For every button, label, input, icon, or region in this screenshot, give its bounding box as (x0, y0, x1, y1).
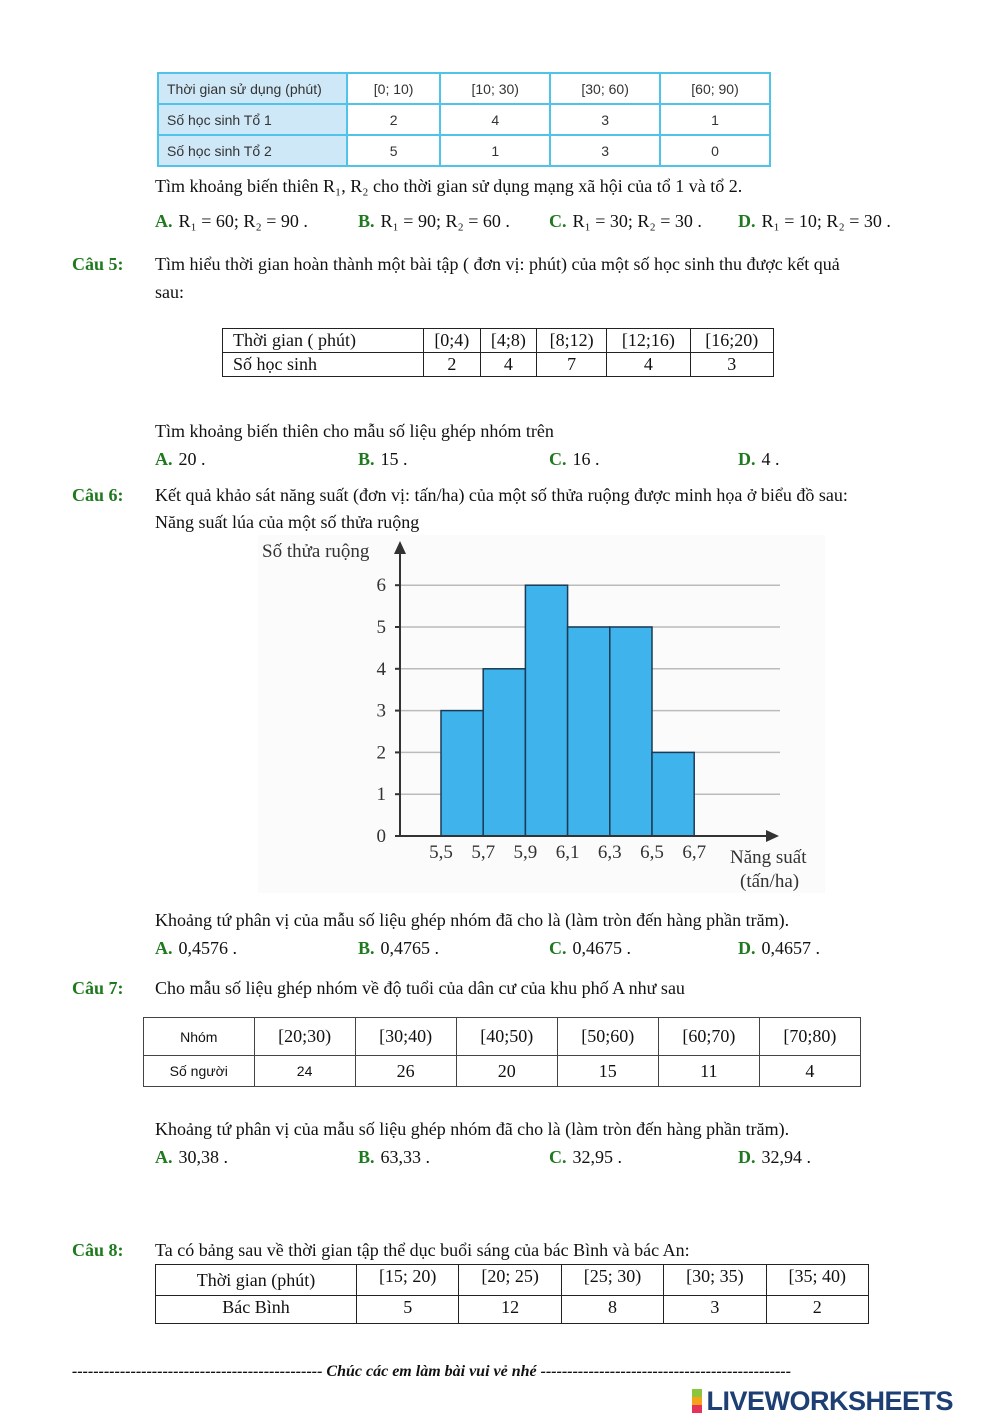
cell: [40;50) (456, 1018, 557, 1056)
x-tick-label: 6,1 (555, 842, 580, 863)
cell: Thời gian ( phút) (223, 329, 424, 353)
cell: [12;16) (607, 329, 690, 353)
cell: [30; 60) (550, 73, 660, 104)
option-text: R₁ = 10; R₂ = 30 . (761, 211, 891, 231)
option-label: C. (549, 449, 567, 469)
y-tick-label: 3 (376, 700, 386, 722)
cell: [35; 40) (766, 1265, 868, 1296)
cell: 7 (537, 353, 607, 377)
cell: [70;80) (759, 1018, 860, 1056)
y-tick-label: 5 (376, 617, 386, 638)
option-label: C. (549, 211, 567, 231)
cell: 2 (766, 1296, 868, 1324)
cell: 15 (557, 1056, 658, 1087)
cell: 8 (561, 1296, 663, 1324)
option-label: D. (738, 1147, 756, 1167)
q5-label: Câu 5: (72, 254, 124, 274)
option-text: R₁ = 60; R₂ = 90 . (178, 211, 308, 231)
cell: 0 (660, 135, 770, 166)
cell: [30; 35) (664, 1265, 766, 1296)
cell: [60; 90) (660, 73, 770, 104)
logo (692, 1385, 953, 1414)
option-label: B. (358, 211, 375, 231)
option-text: R₁ = 30; R₂ = 30 . (572, 211, 702, 231)
option-text: 30,38 . (178, 1147, 228, 1167)
x-axis-unit: (tấn/ha) (740, 871, 800, 892)
cell: 4 (480, 353, 537, 377)
cell: [50;60) (557, 1018, 658, 1056)
cell: Số học sinh Tổ 2 (158, 135, 347, 166)
cell: Nhóm (144, 1018, 255, 1056)
q7-option-c[interactable] (549, 1147, 622, 1168)
cell: Bác Bình (156, 1296, 357, 1324)
cell: 20 (456, 1056, 557, 1087)
q6-question: Khoảng tứ phân vị của mẫu số liệu ghép nhóm đã cho là (làm tròn đến hàng phần trăm). (155, 910, 790, 930)
cell: Số người (144, 1056, 255, 1087)
option-text: 0,4765 . (380, 938, 440, 958)
cell: [4;8) (480, 329, 537, 353)
option-text: 20 . (178, 449, 206, 469)
cell: 4 (759, 1056, 860, 1087)
cell: 3 (550, 135, 660, 166)
option-text: 15 . (380, 449, 408, 469)
option-label: A. (155, 211, 173, 231)
logo-icon (692, 1389, 702, 1413)
q6-label: Câu 6: (72, 485, 124, 505)
option-text: 0,4657 . (761, 938, 820, 958)
x-tick-label: 6,5 (640, 842, 664, 863)
cell: [20;30) (254, 1018, 355, 1056)
q6-option-b[interactable] (358, 938, 439, 959)
q6-option-c[interactable] (549, 938, 631, 959)
cell: 24 (254, 1056, 355, 1087)
x-tick-label: 6,7 (682, 842, 707, 863)
footer-text: ----------------------------------------------- Chúc các em làm bài vui vẻ nhé ----------------------------------------------- (72, 1363, 792, 1380)
option-label: A. (155, 1147, 173, 1167)
option-text: R₁ = 90; R₂ = 60 . (380, 211, 510, 231)
y-axis-label: Số thửa ruộng (262, 541, 370, 562)
option-text: 0,4675 . (572, 938, 631, 958)
q5-text-2: sau: (155, 282, 184, 302)
option-text: 32,95 . (572, 1147, 622, 1167)
cell: [10; 30) (440, 73, 550, 104)
cell: [60;70) (658, 1018, 759, 1056)
histogram-bar (525, 585, 567, 836)
y-tick-label: 2 (376, 742, 386, 764)
option-label: C. (549, 938, 567, 958)
cell: 26 (355, 1056, 456, 1087)
cell: 2 (347, 104, 440, 135)
option-label: B. (358, 1147, 375, 1167)
q7-text: Cho mẫu số liệu ghép nhóm về độ tuổi của dân cư của khu phố A như sau (155, 978, 685, 998)
q8-label: Câu 8: (72, 1240, 124, 1260)
y-tick-label: 4 (376, 658, 386, 680)
histogram-bar (610, 627, 652, 836)
cell: 5 (347, 135, 440, 166)
cell: Số học sinh Tổ 1 (158, 104, 347, 135)
q4-question: Tìm khoảng biến thiên R₁, R₂ cho thời gian sử dụng mạng xã hội của tổ 1 và tổ 2. (155, 176, 743, 196)
cell: [0;4) (424, 329, 481, 353)
cell: [16;20) (690, 329, 773, 353)
option-label: B. (358, 938, 375, 958)
q5-text: Tìm hiểu thời gian hoàn thành một bài tập ( đơn vị: phút) của một số học sinh thu được kết quả (155, 254, 840, 274)
cell: 1 (660, 104, 770, 135)
option-label: D. (738, 211, 756, 231)
x-tick-label: 6,3 (597, 842, 622, 863)
cell: 12 (459, 1296, 561, 1324)
x-axis-label: Năng suất (730, 847, 807, 868)
histogram-bar (483, 669, 525, 836)
q6-text: Kết quả khảo sát năng suất (đơn vị: tấn/ha) của một số thửa ruộng được minh họa ở biểu đồ sau: (155, 485, 848, 505)
x-tick-label: 5,5 (429, 842, 453, 863)
x-tick-label: 5,7 (471, 842, 496, 863)
cell: 4 (440, 104, 550, 135)
option-label: D. (738, 449, 756, 469)
option-label: A. (155, 938, 173, 958)
q5-question: Tìm khoảng biến thiên cho mẫu số liệu ghép nhóm trên (155, 421, 554, 441)
cell: Số học sinh (223, 353, 424, 377)
logo-text: LIVEWORKSHEETS (706, 1385, 954, 1414)
option-label: B. (358, 449, 375, 469)
option-label: C. (549, 1147, 567, 1167)
cell: 2 (424, 353, 481, 377)
cell: 4 (607, 353, 690, 377)
q6-option-d[interactable] (738, 938, 820, 959)
q7-table (143, 1017, 861, 1087)
histogram-bar (652, 752, 694, 836)
cell: [25; 30) (561, 1265, 663, 1296)
cell: Thời gian (phút) (156, 1265, 357, 1296)
y-tick-label: 1 (376, 784, 386, 806)
q7-question: Khoảng tứ phân vị của mẫu số liệu ghép nhóm đã cho là (làm tròn đến hàng phần trăm). (155, 1119, 790, 1139)
cell: [0; 10) (347, 73, 440, 104)
histogram-bar (568, 627, 610, 836)
q7-option-a[interactable] (155, 1147, 228, 1168)
q6-option-a[interactable] (155, 938, 237, 959)
cell: 3 (550, 104, 660, 135)
y-tick-label: 0 (376, 826, 386, 847)
cell: 5 (357, 1296, 459, 1324)
option-label: A. (155, 449, 173, 469)
q8-table (155, 1264, 869, 1324)
option-text: 4 . (761, 449, 780, 469)
cell: [15; 20) (357, 1265, 459, 1296)
x-tick-label: 5,9 (513, 842, 538, 863)
cell: 11 (658, 1056, 759, 1087)
q7-option-b[interactable] (358, 1147, 430, 1168)
cell: [20; 25) (459, 1265, 561, 1296)
cell: [8;12) (537, 329, 607, 353)
cell: [30;40) (355, 1018, 456, 1056)
cell: 1 (440, 135, 550, 166)
q8-text: Ta có bảng sau về thời gian tập thể dục buổi sáng của bác Bình và bác An: (155, 1240, 690, 1260)
cell: 3 (664, 1296, 766, 1324)
chart-title: Năng suất lúa của một số thửa ruộng (155, 512, 420, 532)
option-label: D. (738, 938, 756, 958)
option-text: 0,4576 . (178, 938, 237, 958)
q7-label: Câu 7: (72, 978, 124, 998)
cell: 3 (690, 353, 773, 377)
q7-option-d[interactable] (738, 1147, 811, 1168)
y-tick-label: 6 (376, 575, 386, 597)
histogram-bar (441, 711, 483, 836)
cell: Thời gian sử dụng (phút) (158, 73, 347, 104)
option-text: 16 . (572, 449, 600, 469)
option-text: 32,94 . (761, 1147, 811, 1167)
option-text: 63,33 . (380, 1147, 431, 1167)
